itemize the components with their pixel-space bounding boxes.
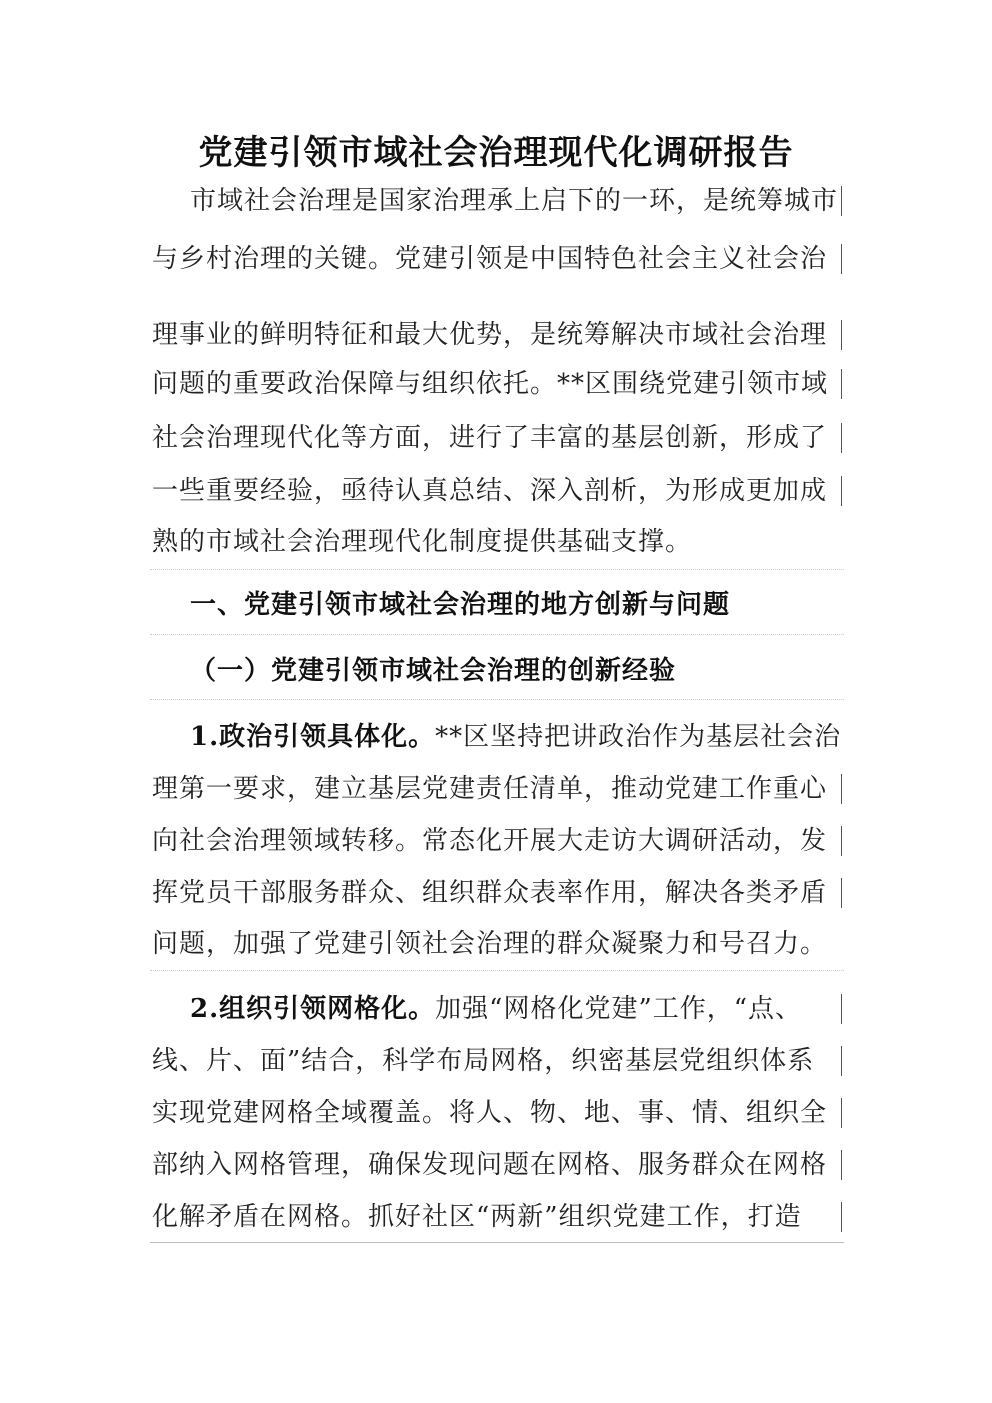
text-cursor-bar	[841, 1046, 842, 1076]
item1-line: 挥党员干部服务群众、组织群众表率作用，解决各类矛盾	[152, 878, 828, 908]
text-cursor-bar	[841, 320, 842, 350]
text-cursor-bar	[841, 244, 842, 274]
item1-line: 理第一要求，建立基层党建责任清单，推动党建工作重心	[152, 774, 828, 804]
text-cursor-bar	[841, 826, 842, 856]
paragraph-divider	[150, 569, 844, 570]
page-bottom-rule	[150, 1242, 844, 1243]
item2-first-line	[190, 984, 842, 1034]
section-heading: 一、党建引领市域社会治理的地方创新与问题	[190, 590, 731, 620]
text-cursor-bar	[841, 994, 842, 1024]
text-cursor-bar	[841, 186, 842, 216]
item2-line: 化解矛盾在网格。抓好社区“两新”组织党建工作，打造	[152, 1202, 802, 1232]
intro-line: 社会治理现代化等方面，进行了丰富的基层创新，形成了	[152, 423, 828, 453]
item1-first-rest: **区坚持把讲政治作为基层社会治	[435, 722, 842, 752]
item1-lead: 1.政治引领具体化。	[190, 722, 436, 752]
text-cursor-bar	[841, 1150, 842, 1180]
item2-first-rest: 加强“网格化党建”工作，“点、	[435, 994, 803, 1024]
intro-line: 与乡村治理的关键。党建引领是中国特色社会主义社会治	[152, 244, 828, 274]
item2-lead: 2.组织引领网格化。	[190, 994, 436, 1024]
intro-line: 问题的重要政治保障与组织依托。**区围绕党建引领市域	[152, 369, 829, 399]
document-title: 党建引领市域社会治理现代化调研报告	[198, 133, 794, 173]
text-cursor-bar	[841, 774, 842, 804]
paragraph-divider	[150, 699, 844, 700]
item2-line: 实现党建网格全域覆盖。将人、物、地、事、情、组织全	[152, 1098, 828, 1128]
intro-line: 熟的市域社会治理现代化制度提供基础支撑。	[152, 527, 693, 557]
intro-line: 一些重要经验，亟待认真总结、深入剖析，为形成更加成	[152, 476, 828, 506]
item1-line: 向社会治理领域转移。常态化开展大走访大调研活动，发	[152, 826, 828, 856]
text-cursor-bar	[841, 423, 842, 453]
paragraph-divider	[150, 634, 844, 635]
intro-line: 理事业的鲜明特征和最大优势，是统筹解决市域社会治理	[152, 320, 828, 350]
item1-line: 问题，加强了党建引领社会治理的群众凝聚力和号召力。	[152, 929, 828, 959]
text-cursor-bar	[841, 878, 842, 908]
text-cursor-bar	[841, 476, 842, 506]
item1-first-line	[190, 712, 842, 762]
item2-line: 线、片、面”结合，科学布局网格，织密基层党组织体系	[152, 1046, 815, 1076]
text-cursor-bar	[841, 1098, 842, 1128]
item2-line: 部纳入网格管理，确保发现问题在网格、服务群众在网格	[152, 1150, 828, 1180]
subsection-heading: （一）党建引领市域社会治理的创新经验	[190, 656, 677, 686]
text-cursor-bar	[841, 369, 842, 399]
paragraph-divider	[150, 970, 844, 971]
intro-line: 市域社会治理是国家治理承上启下的一环，是统筹城市	[190, 186, 839, 216]
text-cursor-bar	[841, 1202, 842, 1232]
